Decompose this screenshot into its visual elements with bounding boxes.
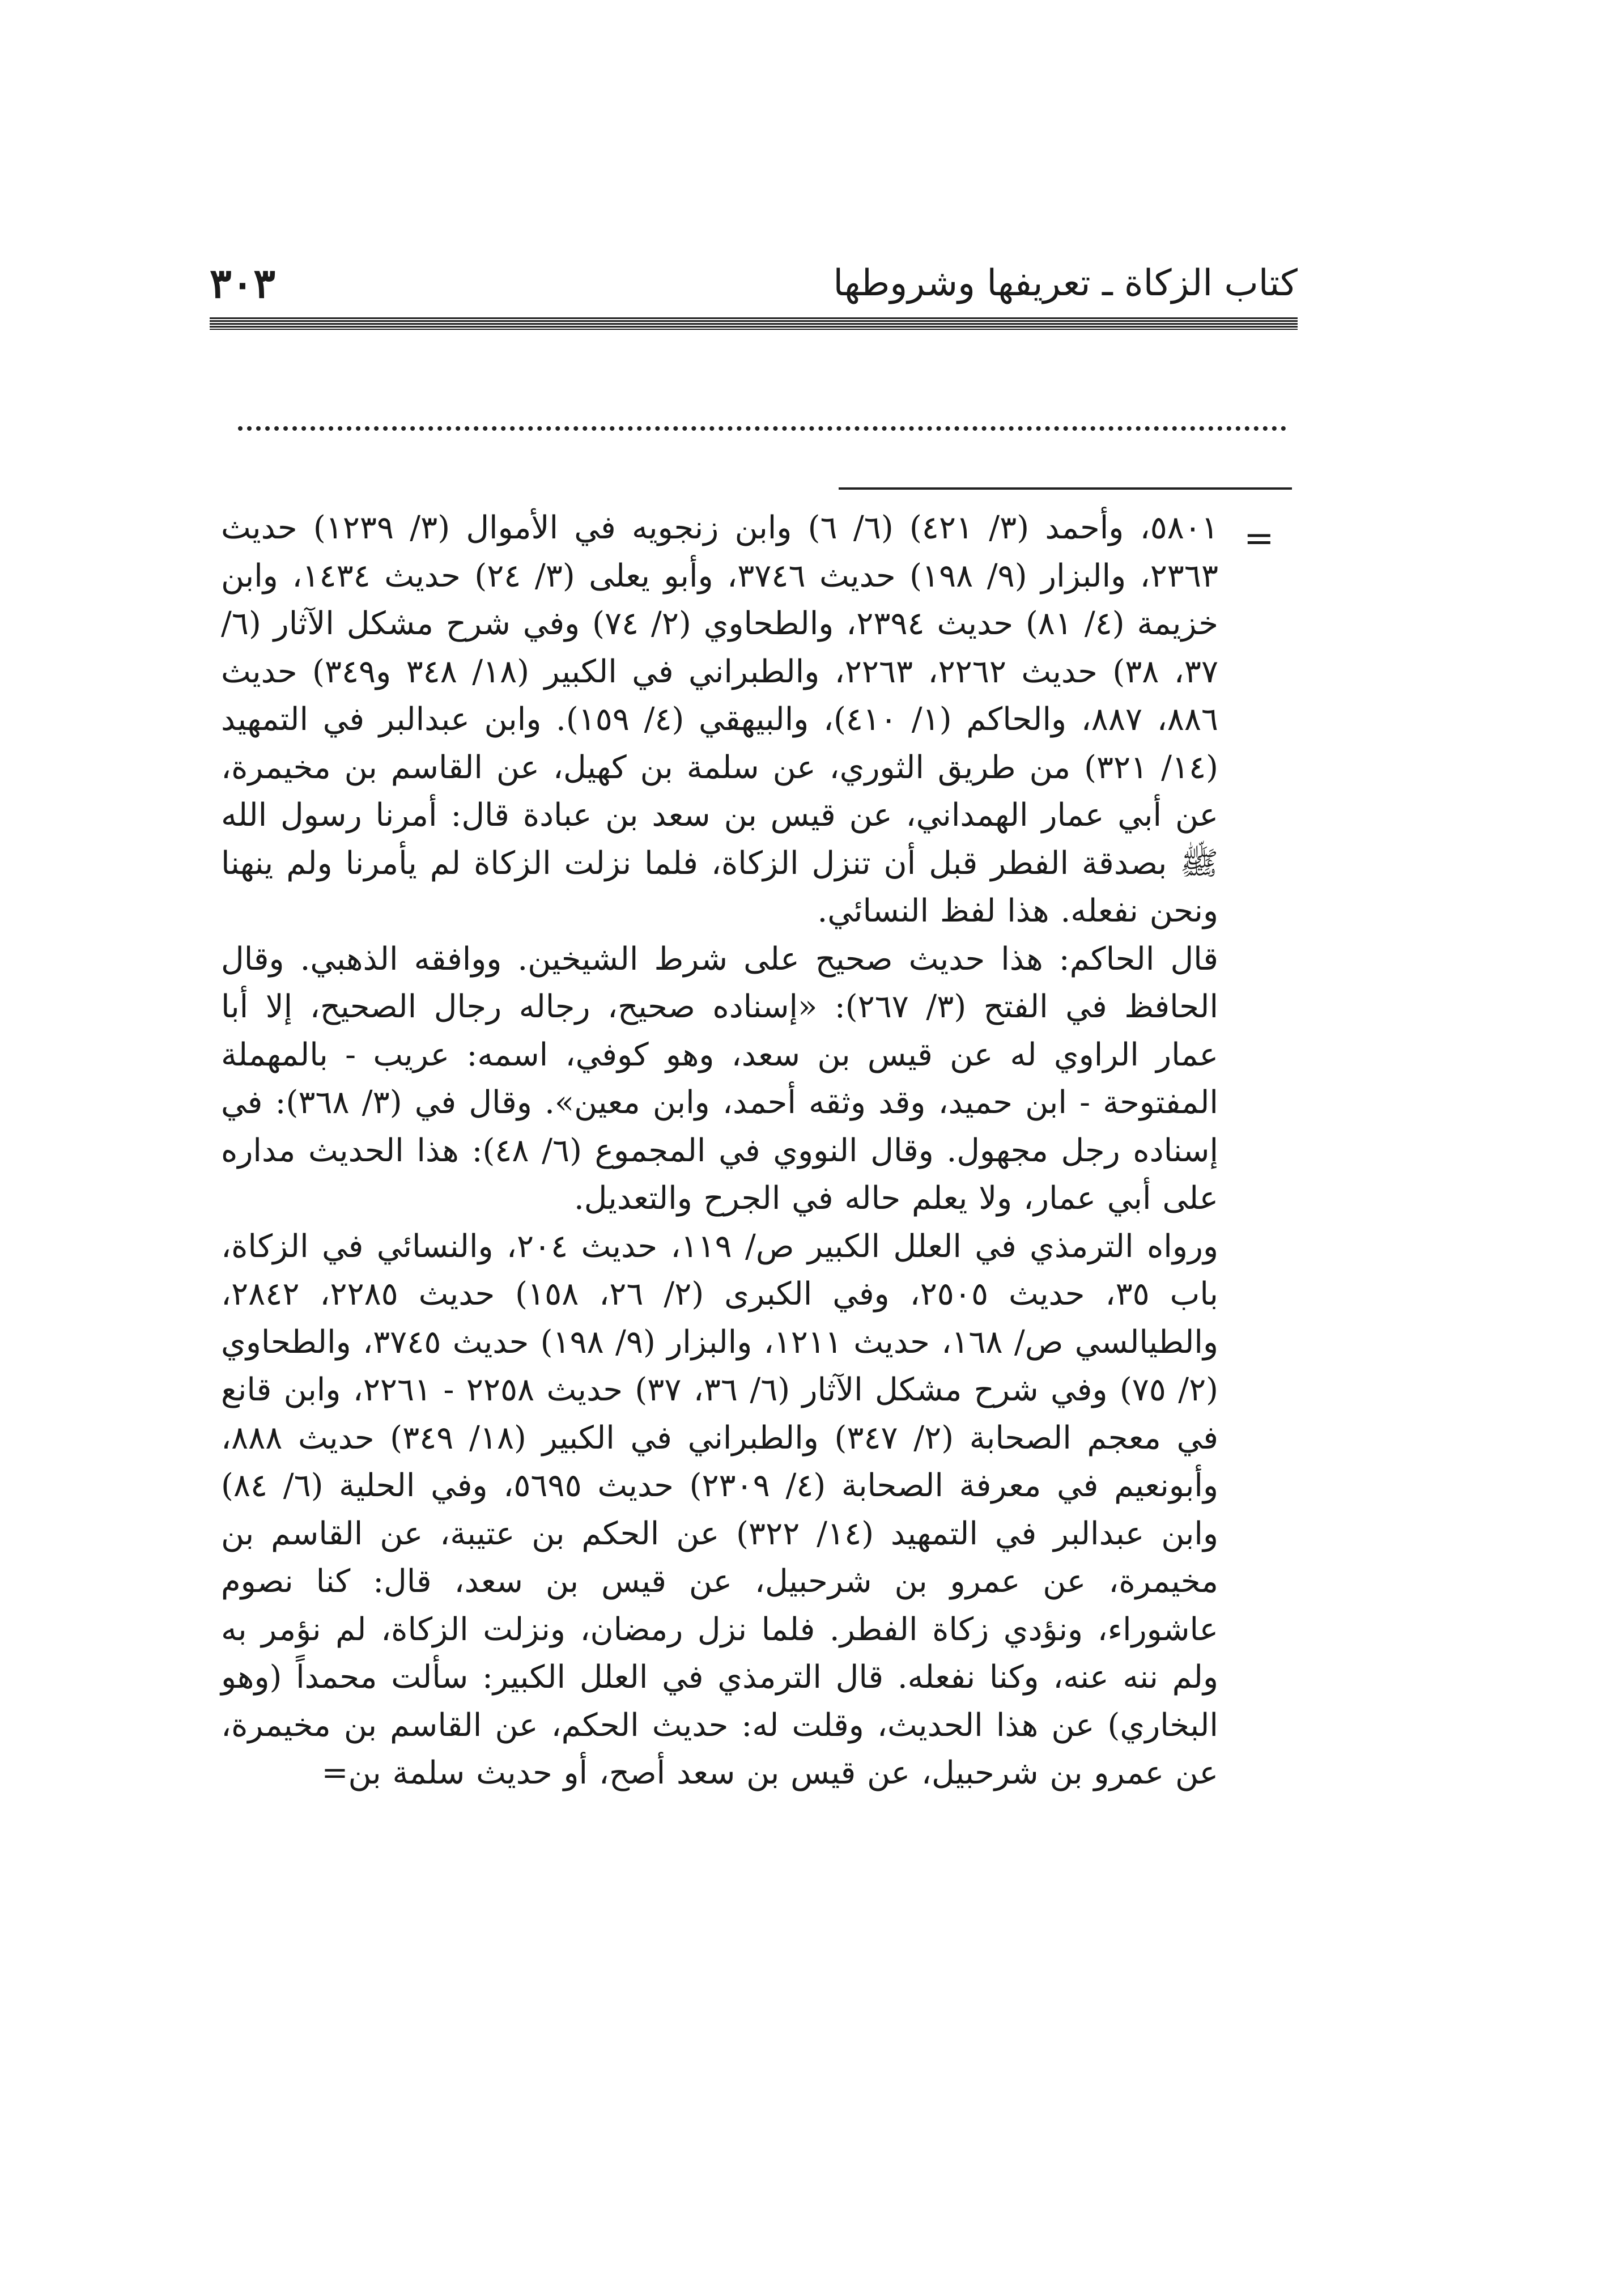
footnote-body (221, 504, 1218, 1798)
footnote-paragraph-1: ٥٨٠١، وأحمد (٣/ ٤٢١) (٦/ ٦) وابن زنجويه في الأموال (٣/ ١٢٣٩) حديث ٢٣٦٣، والبزار (٩/ ١٩٨) حديث ٣٧٤٦، وأبو يعلى (٣/ ٢٤) حديث ١٤٣٤، وابن خزيمة (٤/ ٨١) حديث ٢٣٩٤، والطحاوي (٢/ ٧٤) وفي شرح مشكل الآثار (٦/ ٣٧، ٣٨) حديث ٢٢٦٢، ٢٢٦٣، والطبراني في الكبير (١٨/ ٣٤٨ و٣٤٩) حديث ٨٨٦، ٨٨٧، والحاكم (١/ ٤١٠)، والبيهقي (٤/ ١٥٩). وابن عبدالبر في التمهيد (١٤/ ٣٢١) من طريق الثوري، عن سلمة بن كهيل، عن القاسم بن مخيمرة، عن أبي عمار الهمداني، عن قيس بن سعد بن عبادة قال: أمرنا رسول الله ﷺ بصدقة الفطر قبل أن تنزل الزكاة، فلما نزلت الزكاة لم يأمرنا ولم ينهنا ونحن نفعله. هذا لفظ النسائي. (221, 509, 1219, 929)
footnote-paragraph-2: قال الحاكم: هذا حديث صحيح على شرط الشيخين. ووافقه الذهبي. وقال الحافظ في الفتح (٣/ ٢٦٧): «إسناده صحيح، رجاله رجال الصحيح، إلا أبا عمار الراوي له عن قيس بن سعد، وهو كوفي، اسمه: عريب - بالمهملة المفتوحة - ابن حميد، وقد وثقه أحمد، وابن معين». وقال في (٣/ ٣٦٨): في إسناده رجل مجهول. وقال النووي في المجموع (٦/ ٤٨): هذا الحديث مداره على أبي عمار، ولا يعلم حاله في الجرح والتعديل. (221, 940, 1219, 1217)
omitted-text-dots (238, 408, 1286, 431)
footnote-continuation-mark: = (1244, 517, 1274, 559)
running-header (210, 249, 1298, 317)
footnote-paragraph-3: ورواه الترمذي في العلل الكبير ص/ ١١٩، حديث ٢٠٤، والنسائي في الزكاة، باب ٣٥، حديث ٢٥٠٥، وفي الكبرى (٢/ ٢٦، ١٥٨) حديث ٢٢٨٥، ٢٨٤٢، والطيالسي ص/ ١٦٨، حديث ١٢١١، والبزار (٩/ ١٩٨) حديث ٣٧٤٥، والطحاوي (٢/ ٧٥) وفي شرح مشكل الآثار (٦/ ٣٦، ٣٧) حديث ٢٢٥٨ - ٢٢٦١، وابن قانع في معجم الصحابة (٢/ ٣٤٧) والطبراني في الكبير (١٨/ ٣٤٩) حديث ٨٨٨، وأبونعيم في معرفة الصحابة (٤/ ٢٣٠٩) حديث ٥٦٩٥، وفي الحلية (٦/ ٨٤) وابن عبدالبر في التمهيد (١٤/ ٣٢٢) عن الحكم بن عتيبة، عن القاسم بن مخيمرة، عن عمرو بن شرحبيل، عن قيس بن سعد، قال: كنا نصوم عاشوراء، ونؤدي زكاة الفطر. فلما نزل رمضان، ونزلت الزكاة، لم نؤمر به ولم ننه عنه، وكنا نفعله. قال الترمذي في العلل الكبير: سألت محمداً (وهو البخاري) عن هذا الحديث، وقلت له: حديث الحكم، عن القاسم بن مخيمرة، عن عمرو بن شرحبيل، عن قيس بن سعد أصح، أو حديث سلمة بن= (221, 1228, 1219, 1791)
footnote-separator (839, 487, 1292, 490)
header-rule (210, 317, 1298, 330)
page-number: ٣٠٣ (210, 259, 276, 307)
chapter-title: كتاب الزكاة ـ تعريفها وشروطها (833, 262, 1298, 304)
